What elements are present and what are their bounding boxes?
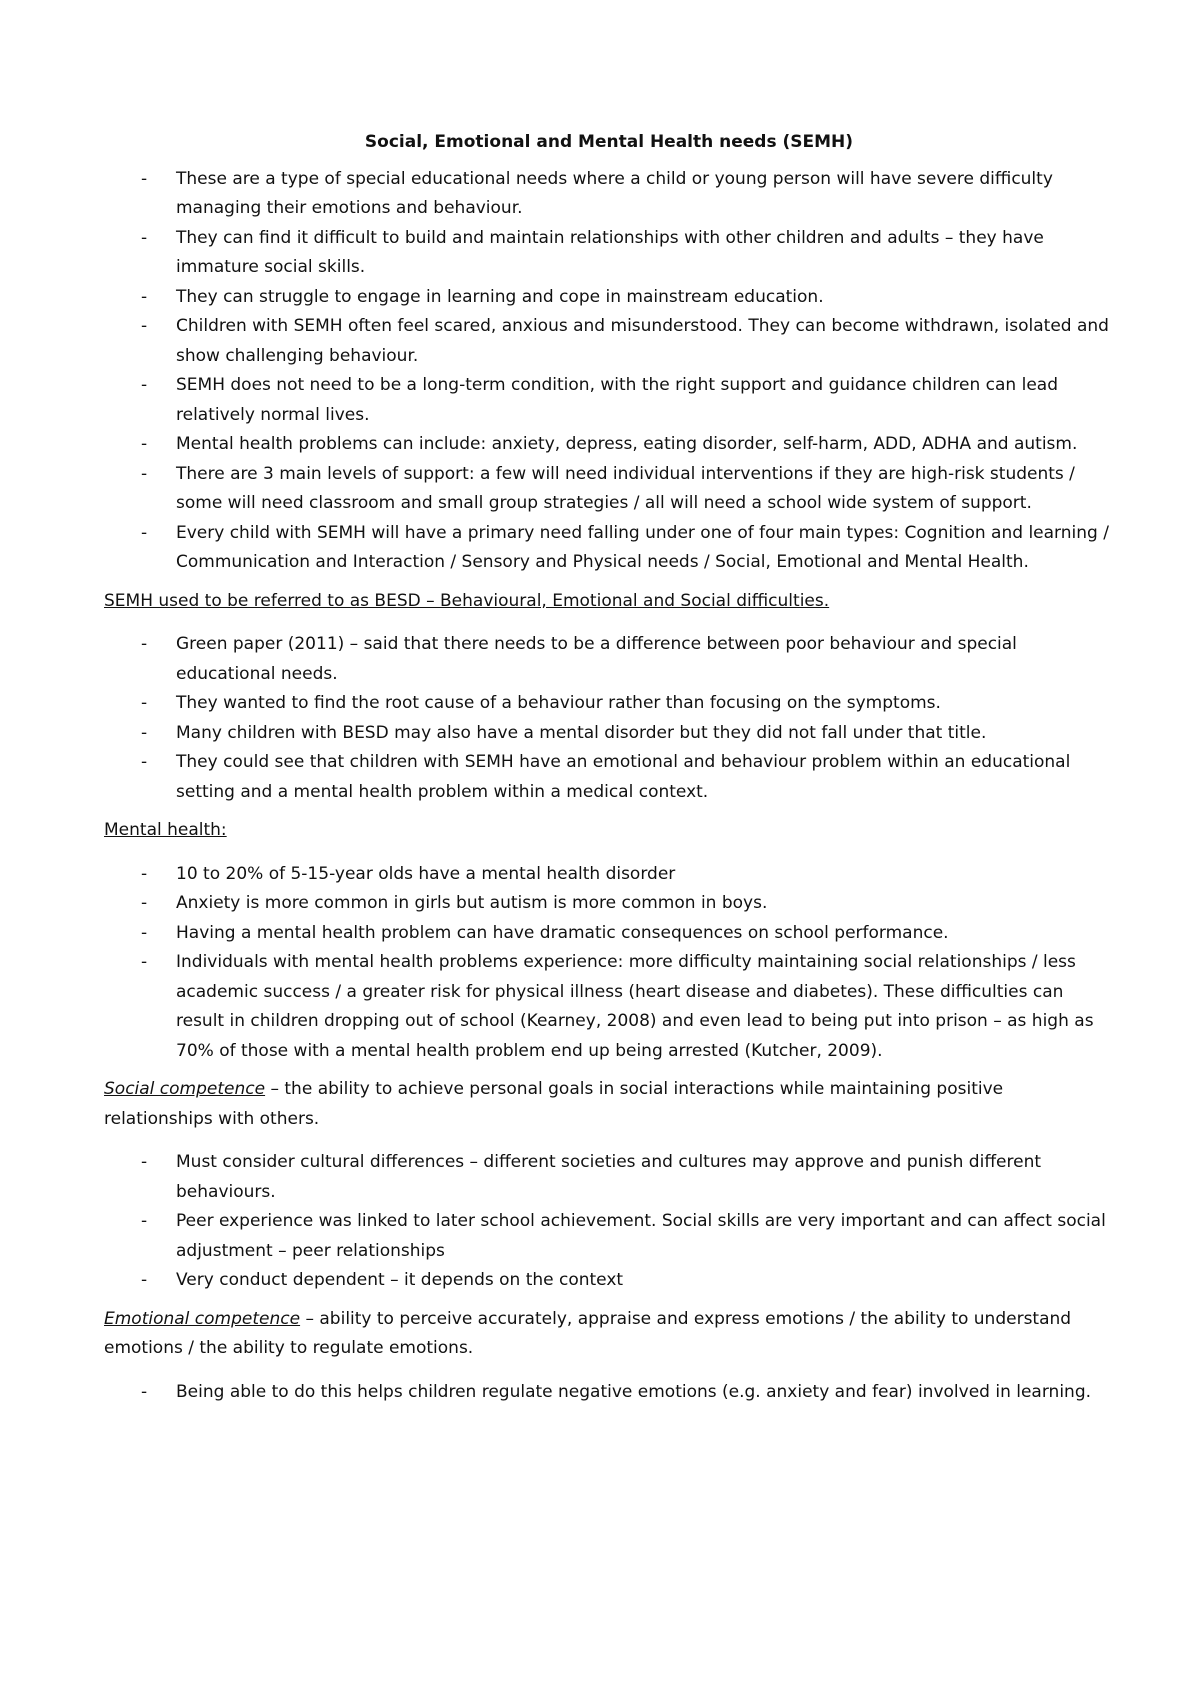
emotional-competence-term: Emotional competence	[104, 1308, 301, 1329]
list-item: - Being able to do this helps children regulate negative emotions (e.g. anxiety and fear) involved in learning.	[104, 1378, 1114, 1408]
emotional-competence-definition	[104, 1305, 1114, 1364]
besd-heading: SEMH used to be referred to as BESD – Behavioural, Emotional and Social difficulties.	[104, 590, 830, 611]
list-item: - Anxiety is more common in girls but autism is more common in boys.	[104, 889, 1114, 919]
list-item: - Green paper (2011) – said that there needs to be a difference between poor behaviour and special educational needs.	[104, 630, 1114, 689]
list-item: - Must consider cultural differences – different societies and cultures may approve and punish different behaviours.	[104, 1148, 1114, 1207]
besd-bullet-list	[104, 630, 1114, 807]
list-item: - Peer experience was linked to later school achievement. Social skills are very important and can affect social adjustment – peer relationships	[104, 1207, 1114, 1266]
social-competence-bullet-list	[104, 1148, 1114, 1296]
intro-bullet-list	[104, 165, 1114, 578]
list-item: - Individuals with mental health problems experience: more difficulty maintaining social relationships / less academic success / a greater risk for physical illness (heart disease and diabetes). These difficulties can result in children dropping out of school (Kearney, 2008) and even lead to being put into prison – as high as 70% of those with a mental health problem end up being arrested (Kutcher, 2009).	[104, 948, 1114, 1066]
social-competence-definition	[104, 1075, 1114, 1134]
list-item: - Many children with BESD may also have a mental disorder but they did not fall under that title.	[104, 719, 1114, 749]
social-competence-text: – the ability to achieve personal goals in social interactions while maintaining positive relationships with others.	[104, 1079, 1004, 1129]
document-title: Social, Emotional and Mental Health needs (SEMH)	[364, 132, 854, 152]
list-item: - Very conduct dependent – it depends on the context	[104, 1266, 1114, 1296]
mental-health-heading: Mental health:	[104, 820, 227, 840]
list-item: - SEMH does not need to be a long-term condition, with the right support and guidance children can lead relatively normal lives.	[104, 371, 1114, 430]
emotional-competence-text: – ability to perceive accurately, appraise and express emotions / the ability to understand emotions / the ability to regulate emotions.	[104, 1308, 1072, 1358]
list-item: - Children with SEMH often feel scared, anxious and misunderstood. They can become withdrawn, isolated and show challenging behaviour.	[104, 312, 1114, 371]
list-item: - They can find it difficult to build and maintain relationships with other children and adults – they have immature social skills.	[104, 224, 1114, 283]
social-competence-term: Social competence	[104, 1079, 266, 1099]
list-item: - Mental health problems can include: anxiety, depress, eating disorder, self-harm, ADD, ADHA and autism.	[104, 430, 1114, 460]
list-item: - Having a mental health problem can have dramatic consequences on school performance.	[104, 919, 1114, 949]
list-item: - They could see that children with SEMH have an emotional and behaviour problem within an educational setting and a mental health problem within a medical context.	[104, 748, 1114, 807]
list-item: - 10 to 20% of 5-15-year olds have a mental health disorder	[104, 860, 1114, 890]
document-page	[104, 128, 1114, 1407]
list-item: - They wanted to find the root cause of a behaviour rather than focusing on the symptoms.	[104, 689, 1114, 719]
list-item: - There are 3 main levels of support: a few will need individual interventions if they are high-risk students / some will need classroom and small group strategies / all will need a school wide system of support.	[104, 460, 1114, 519]
list-item: - Every child with SEMH will have a primary need falling under one of four main types: Cognition and learning / Communication and Interaction / Sensory and Physical needs / Social, Emotional and Mental Health.	[104, 519, 1114, 578]
list-item: - They can struggle to engage in learning and cope in mainstream education.	[104, 283, 1114, 313]
mental-health-bullet-list	[104, 860, 1114, 1067]
list-item: - These are a type of special educational needs where a child or young person will have severe difficulty managing their emotions and behaviour.	[104, 165, 1114, 224]
emotional-competence-bullet-list	[104, 1378, 1114, 1408]
